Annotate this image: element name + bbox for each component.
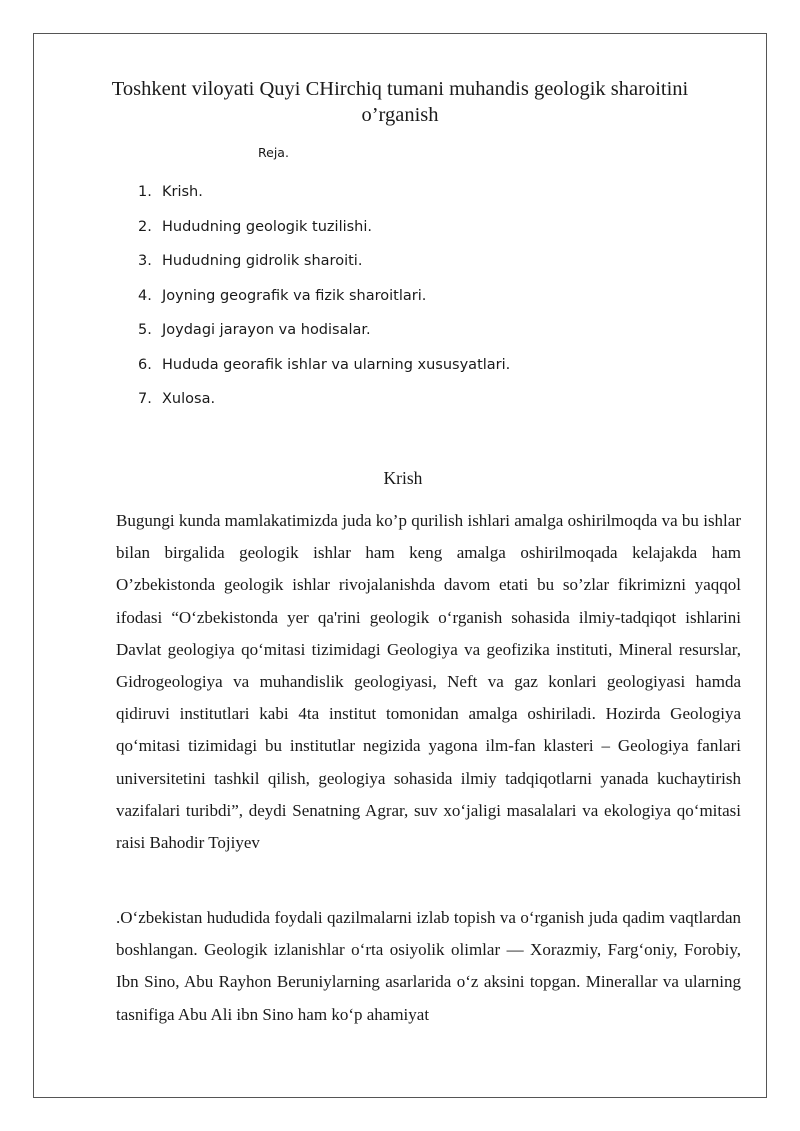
plan-item-text: Hududning geologik tuzilishi.	[162, 218, 373, 235]
plan-item-text: Xulosa.	[162, 391, 216, 407]
plan-item	[138, 284, 510, 319]
plan-item-number: 3.	[138, 253, 152, 269]
document-title: Toshkent viloyati Quyi CHirchiq tumani muhandis geologik sharoitini o’rganish	[111, 78, 689, 126]
plan-heading: Reja.	[258, 145, 289, 160]
plan-item	[138, 318, 510, 353]
plan-list	[138, 180, 510, 422]
plan-item-number: 5.	[138, 322, 152, 338]
plan-item-number: 4.	[138, 287, 152, 304]
plan-item	[138, 249, 510, 284]
body-paragraph: .O‘zbekistan hududida foydali qazilmalarni izlab topish va o‘rganish juda qadim vaqtlardan boshlangan. Geologik izlanishlar o‘rta osiyolik olimlar — Xorazmiy, Farg‘oniy, Forobiy, Ibn Sino, Abu Rayhon Beruniylarning asarlarida o‘z aksini topgan. Minerallar va ularning tasnifiga Abu Ali ibn Sino ham ko‘p ahamiyat	[116, 908, 741, 1024]
plan-item-number: 2.	[138, 218, 152, 235]
plan-item	[138, 215, 510, 250]
plan-item-text: Hududa georafik ishlar va ularning xususyatlari.	[162, 356, 511, 373]
plan-item	[138, 387, 510, 422]
plan-item	[138, 180, 510, 215]
body-paragraph: Bugungi kunda mamlakatimizda juda ko’p qurilish ishlari amalga oshirilmoqda va bu ishlar bilan birgalida geologik ishlar ham keng amalga oshirilmoqada kelajakda ham O’zbekistonda geologik ishlar rivojalanishda davom etati bu so’zlar fikrimizni yaqqol ifodasi “O‘zbekistonda yer qa'rini geologik o‘rganish sohasida ilmiy-tadqiqot ishlarini Davlat geologiya qo‘mitasi tizimidagi Geologiya va geofizika instituti, Mineral resurslar, Gidrogeologiya va muhandislik geologiyasi, Neft va gaz konlari geologiyasi hamda qidiruvi institutlari kabi 4ta institut tomonidan amalga oshiriladi. Hozirda Geologiya qo‘mitasi tizimidagi bu institutlar negizida yagona ilm-fan klasteri – Geologiya fanlari universitetini tashkil qilish, geologiya sohasida ilmiy tadqiqotlarni yanada kuchaytirish vazifalari turibdi”, deydi Senatning Agrar, suv xo‘jaligi masalalari va ekologiya qo‘mitasi raisi Bahodir Tojiyev	[116, 511, 741, 853]
plan-item-number: 1.	[138, 184, 152, 200]
plan-item-text: Joyning geografik va fizik sharoitlari.	[162, 287, 427, 304]
section-heading: Krish	[383, 468, 423, 488]
plan-item-number: 6.	[138, 356, 152, 373]
plan-item-number: 7.	[138, 391, 152, 407]
plan-item-text: Hududning gidrolik sharoiti.	[162, 253, 363, 269]
plan-item-text: Joydagi jarayon va hodisalar.	[162, 322, 371, 338]
plan-item-text: Krish.	[162, 184, 203, 200]
plan-item	[138, 353, 510, 388]
